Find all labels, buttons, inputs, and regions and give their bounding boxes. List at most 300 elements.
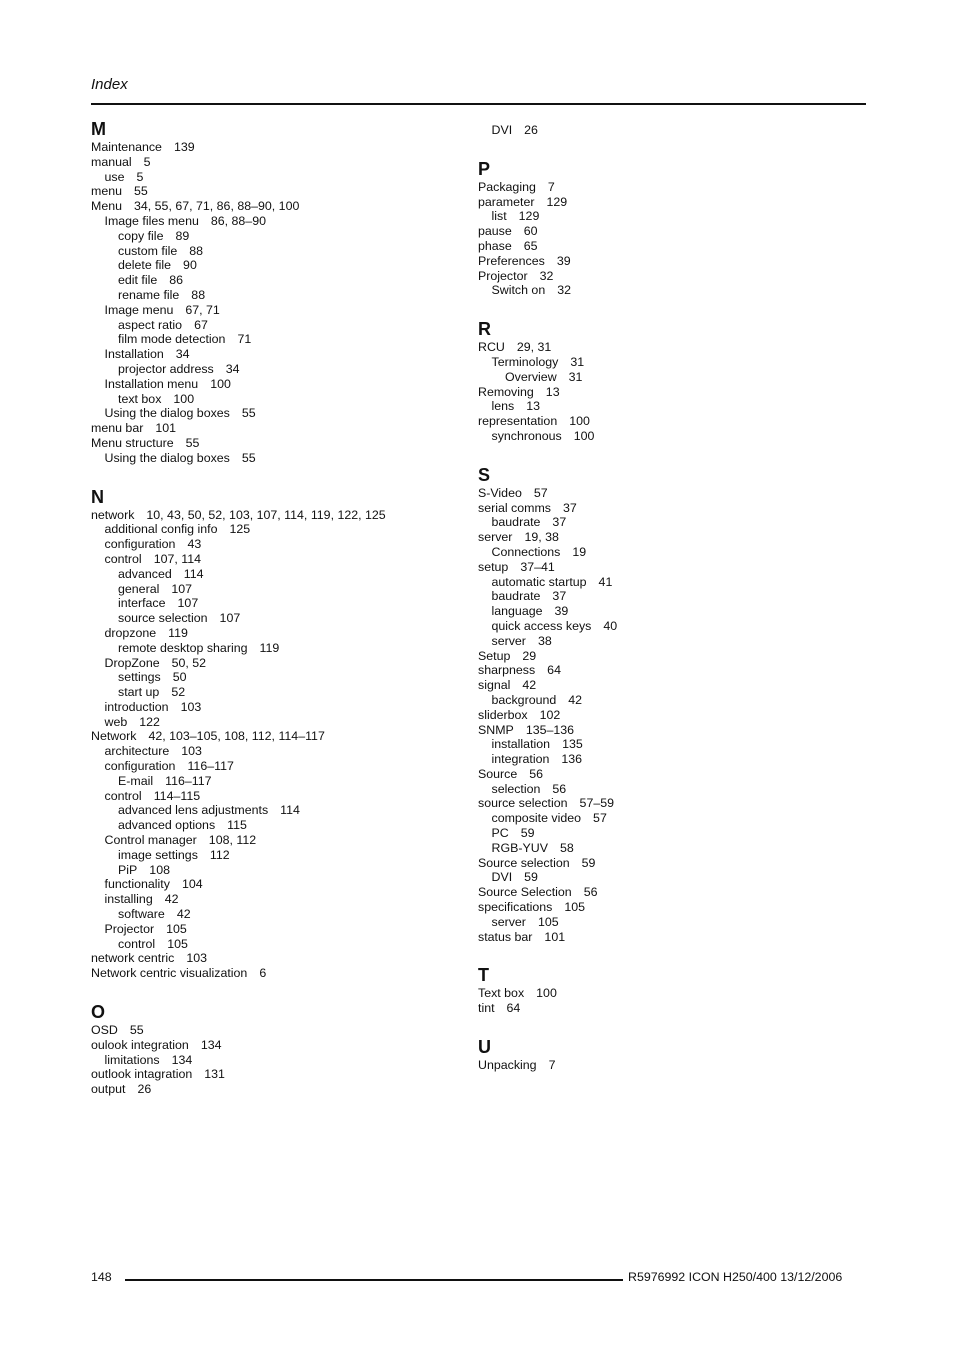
index-pages: 104 bbox=[181, 877, 203, 892]
index-pages: 103 bbox=[181, 744, 202, 759]
index-entry bbox=[478, 545, 858, 560]
index-pages: 37 bbox=[552, 589, 567, 604]
index-term: advanced options bbox=[118, 818, 216, 833]
index-entry bbox=[478, 649, 858, 664]
index-pages: 108, 112 bbox=[208, 833, 257, 848]
index-term: network bbox=[91, 507, 135, 522]
index-term: PC bbox=[491, 826, 509, 841]
index-term: source selection bbox=[478, 796, 568, 811]
index-pages: 55 bbox=[241, 406, 256, 421]
index-pages: 55 bbox=[134, 184, 148, 199]
index-pages: 119 bbox=[259, 640, 280, 655]
index-pages: 59 bbox=[520, 826, 535, 841]
index-term: oulook integration bbox=[91, 1037, 189, 1052]
index-section bbox=[91, 118, 461, 466]
index-pages: 42 bbox=[176, 907, 191, 922]
index-term: image settings bbox=[118, 847, 198, 862]
index-term: baudrate bbox=[491, 515, 541, 530]
index-entry bbox=[91, 436, 461, 451]
index-pages: 13 bbox=[526, 399, 541, 414]
index-entry bbox=[478, 209, 858, 224]
index-pages: 101 bbox=[155, 421, 177, 436]
index-entry bbox=[478, 123, 858, 138]
index-term: serial comms bbox=[478, 500, 551, 515]
index-entry bbox=[478, 752, 858, 767]
index-entry bbox=[91, 759, 461, 774]
index-pages: 37 bbox=[562, 500, 577, 515]
index-entry bbox=[478, 283, 858, 298]
index-term: server bbox=[478, 530, 513, 545]
index-pages: 42, 103–105, 108, 112, 114–117 bbox=[148, 729, 325, 744]
index-term: Connections bbox=[491, 544, 561, 559]
index-entry bbox=[91, 362, 461, 377]
index-entry bbox=[478, 269, 858, 284]
index-entry bbox=[91, 951, 461, 966]
section-letter: U bbox=[478, 1037, 491, 1058]
index-term: delete file bbox=[118, 258, 172, 273]
header-rule bbox=[91, 103, 866, 105]
index-entry bbox=[91, 1082, 461, 1097]
index-pages: 86, 88–90 bbox=[210, 213, 266, 228]
index-term: DropZone bbox=[104, 655, 160, 670]
index-pages: 89 bbox=[175, 228, 190, 243]
index-entry bbox=[91, 1038, 461, 1053]
index-pages: 65 bbox=[523, 238, 538, 253]
index-term: PiP bbox=[118, 862, 138, 877]
index-term: quick access keys bbox=[491, 618, 592, 633]
page-header-title: Index bbox=[91, 76, 128, 93]
index-entry bbox=[478, 796, 858, 811]
index-section bbox=[91, 1001, 461, 1097]
index-entry bbox=[478, 634, 858, 649]
index-pages: 58 bbox=[559, 840, 574, 855]
index-term: advanced lens adjustments bbox=[118, 803, 269, 818]
index-entry bbox=[91, 937, 461, 952]
index-entry bbox=[91, 700, 461, 715]
index-entry bbox=[91, 892, 461, 907]
index-term: RCU bbox=[478, 340, 505, 355]
index-entry bbox=[91, 537, 461, 552]
index-pages: 50, 52 bbox=[171, 655, 207, 670]
index-pages: 32 bbox=[539, 268, 554, 283]
section-letter: S bbox=[478, 464, 491, 485]
index-term: remote desktop sharing bbox=[118, 640, 248, 655]
index-entry bbox=[478, 355, 858, 370]
index-pages: 86 bbox=[169, 273, 184, 288]
index-entry bbox=[478, 856, 858, 871]
index-pages: 55 bbox=[241, 450, 256, 465]
index-pages: 39 bbox=[556, 253, 571, 268]
index-pages: 136 bbox=[561, 752, 583, 767]
index-term: selection bbox=[491, 781, 541, 796]
index-pages: 5 bbox=[136, 169, 144, 184]
index-entry bbox=[478, 915, 858, 930]
index-pages: 52 bbox=[171, 685, 186, 700]
index-pages: 42 bbox=[522, 678, 537, 693]
index-term: interface bbox=[118, 596, 166, 611]
index-pages: 41 bbox=[598, 574, 613, 589]
index-term: settings bbox=[118, 670, 161, 685]
index-pages: 55 bbox=[185, 435, 200, 450]
index-pages: 26 bbox=[524, 123, 538, 137]
index-entry bbox=[91, 582, 461, 597]
index-term: language bbox=[491, 604, 543, 619]
index-entry bbox=[91, 611, 461, 626]
index-term: Source selection bbox=[478, 855, 570, 870]
index-entry bbox=[478, 811, 858, 826]
footer-rule bbox=[125, 1279, 623, 1281]
index-term: Setup bbox=[478, 648, 511, 663]
index-term: control bbox=[104, 551, 142, 566]
document-info: R5976992 ICON H250/400 13/12/2006 bbox=[628, 1270, 843, 1284]
index-pages: 135 bbox=[562, 737, 583, 752]
index-term: Projector bbox=[478, 268, 528, 283]
index-pages: 34 bbox=[175, 347, 190, 362]
index-entry bbox=[91, 656, 461, 671]
index-entry bbox=[91, 685, 461, 700]
index-term: introduction bbox=[104, 699, 169, 714]
index-entry bbox=[91, 833, 461, 848]
index-pages: 115 bbox=[227, 818, 247, 833]
index-entry bbox=[91, 1053, 461, 1068]
index-pages: 114–115 bbox=[153, 788, 201, 803]
index-term: source selection bbox=[118, 611, 208, 626]
index-term: sliderbox bbox=[478, 707, 528, 722]
index-entry bbox=[478, 429, 858, 444]
index-entry bbox=[478, 530, 858, 545]
index-term: use bbox=[104, 169, 125, 184]
index-term: outlook intagration bbox=[91, 1067, 193, 1082]
index-entry bbox=[478, 604, 858, 619]
index-term: configuration bbox=[104, 537, 176, 552]
index-entry bbox=[91, 729, 461, 744]
index-term: composite video bbox=[491, 811, 582, 826]
index-entry bbox=[478, 782, 858, 797]
index-entry bbox=[478, 340, 858, 355]
index-term: Image menu bbox=[104, 302, 174, 317]
index-term: setup bbox=[478, 559, 509, 574]
index-term: Preferences bbox=[478, 253, 545, 268]
index-entry bbox=[91, 273, 461, 288]
index-section bbox=[91, 486, 461, 982]
index-entry bbox=[478, 399, 858, 414]
index-pages: 37–41 bbox=[520, 559, 555, 574]
index-term: background bbox=[491, 692, 557, 707]
index-term: status bar bbox=[478, 929, 533, 944]
index-pages: 112 bbox=[209, 847, 230, 862]
index-entry bbox=[91, 818, 461, 833]
index-pages: 105 bbox=[564, 900, 586, 915]
index-pages: 105 bbox=[537, 914, 559, 929]
index-term: lens bbox=[491, 399, 515, 414]
index-pages: 129 bbox=[518, 209, 540, 224]
index-term: network centric bbox=[91, 951, 175, 966]
index-pages: 131 bbox=[204, 1067, 225, 1082]
index-entry bbox=[91, 774, 461, 789]
index-term: Control manager bbox=[104, 833, 197, 848]
index-term: representation bbox=[478, 414, 558, 429]
index-entry bbox=[91, 715, 461, 730]
index-column-left bbox=[91, 118, 461, 1117]
index-term: RGB-YUV bbox=[491, 840, 548, 855]
index-pages: 102 bbox=[539, 707, 561, 722]
index-pages: 64 bbox=[506, 1001, 521, 1016]
index-entry bbox=[478, 885, 858, 900]
index-entry bbox=[478, 589, 858, 604]
section-letter: P bbox=[478, 158, 491, 179]
index-entry bbox=[478, 575, 858, 590]
index-term: Using the dialog boxes bbox=[104, 406, 230, 421]
index-pages: 116–117 bbox=[165, 773, 212, 788]
index-pages: 71 bbox=[237, 332, 252, 347]
index-entry bbox=[91, 451, 461, 466]
index-term: Menu bbox=[91, 199, 122, 214]
index-entry bbox=[478, 1058, 858, 1073]
index-term: architecture bbox=[104, 744, 170, 759]
index-entry bbox=[91, 1067, 461, 1082]
index-pages: 107 bbox=[219, 611, 241, 626]
index-entry bbox=[91, 347, 461, 362]
section-letter: N bbox=[91, 486, 104, 507]
index-pages: 101 bbox=[544, 929, 566, 944]
index-term: Installation bbox=[104, 347, 164, 362]
index-pages: 107 bbox=[177, 596, 199, 611]
index-term: text box bbox=[118, 391, 162, 406]
index-pages: 119 bbox=[168, 625, 188, 640]
index-pages: 56 bbox=[583, 885, 598, 900]
index-entry bbox=[91, 596, 461, 611]
index-term: limitations bbox=[104, 1052, 160, 1067]
index-term: advanced bbox=[118, 566, 172, 581]
index-pages: 39 bbox=[554, 604, 569, 619]
index-entry bbox=[91, 184, 461, 199]
index-pages: 57 bbox=[533, 485, 548, 500]
index-term: installation bbox=[491, 737, 551, 752]
index-entry bbox=[91, 877, 461, 892]
index-entry bbox=[478, 737, 858, 752]
index-entry bbox=[91, 744, 461, 759]
index-term: signal bbox=[478, 678, 511, 693]
index-pages: 57 bbox=[593, 811, 607, 826]
index-term: rename file bbox=[118, 287, 180, 302]
index-entry bbox=[478, 254, 858, 269]
index-pages: 139 bbox=[173, 140, 195, 154]
index-pages: 88 bbox=[191, 287, 206, 302]
index-term: specifications bbox=[478, 900, 553, 915]
index-entry bbox=[478, 663, 858, 678]
index-pages: 55 bbox=[129, 1023, 144, 1038]
index-entry bbox=[91, 332, 461, 347]
index-pages: 103 bbox=[186, 951, 208, 966]
index-pages: 134 bbox=[171, 1052, 193, 1067]
index-term: pause bbox=[478, 224, 512, 239]
index-pages: 108 bbox=[149, 862, 170, 877]
index-entry bbox=[478, 619, 858, 634]
index-pages: 60 bbox=[523, 224, 538, 239]
index-entry bbox=[91, 626, 461, 641]
index-entry bbox=[478, 501, 858, 516]
index-term: tint bbox=[478, 1001, 495, 1016]
index-pages: 29, 31 bbox=[516, 340, 552, 355]
index-section bbox=[478, 318, 858, 444]
index-term: S-Video bbox=[478, 485, 522, 500]
index-entry bbox=[91, 155, 461, 170]
index-pages: 90 bbox=[183, 258, 197, 273]
index-term: SNMP bbox=[478, 722, 514, 737]
index-entry bbox=[91, 670, 461, 685]
index-pages: 56 bbox=[529, 766, 544, 781]
index-pages: 64 bbox=[547, 663, 561, 678]
index-section bbox=[478, 158, 858, 298]
section-letter: T bbox=[478, 965, 489, 986]
index-term: software bbox=[118, 907, 165, 922]
section-letter: M bbox=[91, 119, 106, 139]
index-term: control bbox=[118, 936, 156, 951]
index-entry bbox=[91, 214, 461, 229]
index-term: output bbox=[91, 1082, 126, 1097]
index-entry bbox=[91, 140, 461, 155]
index-entry bbox=[91, 318, 461, 333]
index-term: custom file bbox=[118, 243, 178, 258]
index-entry bbox=[91, 789, 461, 804]
index-entry bbox=[91, 244, 461, 259]
section-letter: R bbox=[478, 319, 491, 340]
index-pages: 67, 71 bbox=[185, 302, 220, 317]
index-entry bbox=[91, 508, 461, 523]
index-term: functionality bbox=[104, 877, 170, 892]
index-term: Text box bbox=[478, 986, 525, 1001]
index-section bbox=[478, 464, 858, 945]
index-term: Using the dialog boxes bbox=[104, 450, 230, 465]
index-entry bbox=[478, 708, 858, 723]
index-pages: 19 bbox=[572, 544, 587, 559]
index-entry bbox=[478, 767, 858, 782]
index-pages: 19, 38 bbox=[524, 530, 559, 545]
index-term: integration bbox=[491, 752, 550, 767]
index-pages: 129 bbox=[546, 194, 568, 209]
index-pages: 50 bbox=[172, 670, 187, 685]
index-term: dropzone bbox=[104, 625, 157, 640]
index-term: manual bbox=[91, 154, 132, 169]
index-term: edit file bbox=[118, 273, 158, 288]
index-term: Projector bbox=[104, 921, 155, 936]
index-entry bbox=[478, 486, 858, 501]
index-pages: 100 bbox=[569, 414, 590, 429]
index-entry bbox=[91, 1023, 461, 1038]
index-pages: 7 bbox=[547, 179, 555, 194]
index-term: menu bar bbox=[91, 421, 144, 436]
index-entry bbox=[91, 863, 461, 878]
index-term: automatic startup bbox=[491, 574, 587, 589]
index-term: Overview bbox=[505, 369, 557, 384]
index-entry bbox=[478, 180, 858, 195]
index-term: control bbox=[104, 788, 142, 803]
index-term: Unpacking bbox=[478, 1058, 537, 1073]
index-entry bbox=[91, 522, 461, 537]
index-pages: 116–117 bbox=[187, 759, 234, 774]
index-term: server bbox=[491, 633, 526, 648]
index-term: Maintenance bbox=[91, 140, 162, 154]
index-pages: 57–59 bbox=[579, 796, 615, 811]
index-term: synchronous bbox=[491, 428, 562, 443]
index-entry bbox=[91, 567, 461, 582]
index-entry bbox=[478, 826, 858, 841]
index-pages: 6 bbox=[259, 966, 267, 981]
section-letter: O bbox=[91, 1002, 106, 1023]
index-pages: 107, 114 bbox=[153, 551, 202, 566]
index-pages: 125 bbox=[229, 522, 251, 537]
index-entry bbox=[91, 258, 461, 273]
index-entry bbox=[91, 552, 461, 567]
index-term: DVI bbox=[491, 123, 513, 137]
index-entry bbox=[478, 515, 858, 530]
index-term: film mode detection bbox=[118, 332, 226, 347]
index-pages: 42 bbox=[568, 692, 583, 707]
index-pages: 114 bbox=[183, 566, 204, 581]
index-pages: 31 bbox=[570, 354, 585, 369]
index-entry bbox=[91, 199, 461, 214]
index-term: additional config info bbox=[104, 522, 218, 537]
index-entry bbox=[478, 195, 858, 210]
index-term: start up bbox=[118, 685, 160, 700]
index-term: Removing bbox=[478, 384, 534, 399]
index-term: Image files menu bbox=[104, 213, 199, 228]
index-pages: 7 bbox=[548, 1058, 556, 1073]
index-pages: 31 bbox=[568, 369, 583, 384]
index-term: Source bbox=[478, 766, 518, 781]
index-entry bbox=[478, 224, 858, 239]
index-term: Network bbox=[91, 729, 137, 744]
index-term: DVI bbox=[491, 870, 513, 885]
index-term: general bbox=[118, 581, 160, 596]
index-pages: 122 bbox=[139, 714, 160, 729]
index-pages: 67 bbox=[194, 317, 208, 332]
index-pages: 107 bbox=[171, 581, 193, 596]
index-entry bbox=[478, 239, 858, 254]
index-entry bbox=[478, 370, 858, 385]
index-pages: 37 bbox=[552, 515, 567, 530]
index-term: copy file bbox=[118, 228, 164, 243]
index-entry bbox=[478, 930, 858, 945]
index-pages: 100 bbox=[173, 391, 195, 406]
index-term: projector address bbox=[118, 361, 214, 376]
index-entry bbox=[478, 723, 858, 738]
index-pages: 59 bbox=[524, 870, 538, 885]
index-entry bbox=[91, 170, 461, 185]
index-entry bbox=[91, 288, 461, 303]
index-entry bbox=[91, 406, 461, 421]
index-pages: 105 bbox=[167, 936, 188, 951]
index-term: Switch on bbox=[491, 283, 546, 298]
index-entry bbox=[478, 560, 858, 575]
index-entry bbox=[91, 803, 461, 818]
index-entry bbox=[91, 392, 461, 407]
index-entry bbox=[478, 870, 858, 885]
index-pages: 135–136 bbox=[525, 722, 575, 737]
index-pages: 88 bbox=[189, 243, 204, 258]
index-pages: 56 bbox=[552, 781, 567, 796]
index-entry bbox=[91, 907, 461, 922]
index-pages: 10, 43, 50, 52, 103, 107, 114, 119, 122, 125 bbox=[146, 507, 386, 522]
index-entry bbox=[478, 900, 858, 915]
index-pages: 105 bbox=[166, 921, 187, 936]
index-entry bbox=[478, 841, 858, 856]
index-pages: 42 bbox=[164, 892, 179, 907]
index-entry bbox=[91, 641, 461, 656]
index-entry bbox=[91, 922, 461, 937]
index-entry bbox=[478, 678, 858, 693]
index-term: Source Selection bbox=[478, 885, 572, 900]
